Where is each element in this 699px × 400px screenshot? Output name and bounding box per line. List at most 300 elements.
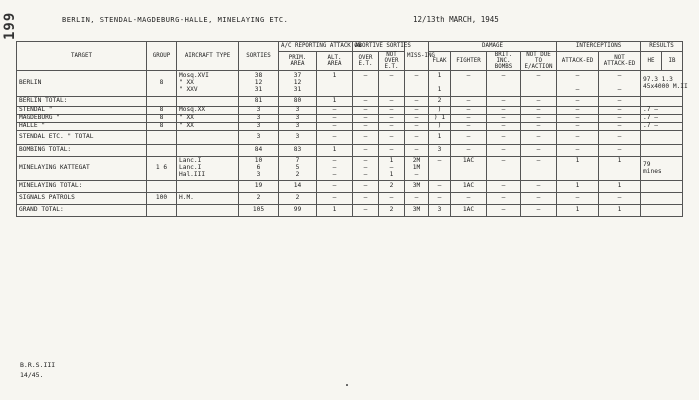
cell-notatt-line: 1 (617, 182, 622, 190)
table-row (17, 157, 683, 181)
cell-group (147, 181, 177, 193)
cell-sorties (239, 97, 279, 107)
cell-over-line: – (363, 182, 368, 190)
cell-missing-line: – (414, 133, 419, 141)
cell-notdue-line (523, 80, 554, 87)
cell-brit-line: – (501, 194, 506, 202)
cell-brit-line: – (501, 106, 506, 114)
cell-notdue-line (523, 165, 554, 172)
cell-brit-line (489, 87, 518, 94)
cell-prim-line: 7 (295, 157, 300, 165)
cell-notatt-line: 1 (617, 157, 622, 165)
cell-attacked (557, 157, 599, 181)
cell-notatt-line: – (617, 97, 622, 105)
cell-aircraft (177, 97, 239, 107)
cell-alt-line: – (332, 114, 337, 122)
cell-notdue (521, 157, 557, 181)
cell-brit-line: – (501, 114, 506, 122)
cell-target: SIGNALS PATROLS (17, 193, 147, 205)
cell-alt (317, 181, 353, 193)
cell-notover-line: – (389, 146, 394, 154)
cell-brit-line (489, 80, 518, 87)
cell-results (641, 131, 683, 145)
cell-missing-line (407, 80, 426, 87)
cell-brit-line: – (501, 133, 506, 141)
cell-notdue-line: – (536, 194, 541, 202)
cell-notatt (599, 71, 641, 97)
cell-sorties-line: 6 (256, 164, 261, 172)
cell-notatt (599, 97, 641, 107)
cell-attacked-line: 1 (575, 182, 580, 190)
cell-notatt-line: – (617, 114, 622, 122)
cell-alt-line: – (332, 106, 337, 114)
cell-flak (429, 71, 451, 97)
cell-target: BOMBING TOTAL: (17, 145, 147, 157)
cell-attacked (557, 193, 599, 205)
cell-fighter-line (453, 165, 484, 172)
cell-attacked-line: 1 (575, 157, 580, 165)
cell-flak (429, 97, 451, 107)
cell-alt-line: – (332, 194, 337, 202)
cell-over (353, 123, 379, 131)
cell-over-line: – (363, 194, 368, 202)
cell-missing (405, 97, 429, 107)
header-alt-area: ALT. AREA (317, 52, 353, 71)
cell-notatt (599, 145, 641, 157)
table-row (17, 145, 683, 157)
cell-fighter (451, 181, 487, 193)
cell-missing (405, 123, 429, 131)
cell-notdue-line (523, 87, 554, 94)
cell-notatt (599, 157, 641, 181)
cell-flak-line: – (437, 157, 442, 165)
cell-notdue (521, 71, 557, 97)
cell-flak-line: – (437, 194, 442, 202)
cell-ib: – (654, 106, 658, 114)
cell-aircraft-line: H.M. (179, 194, 194, 202)
cell-results (641, 157, 683, 181)
table-row (17, 71, 683, 97)
cell-fighter-line: – (466, 106, 471, 114)
cell-over-line: – (363, 133, 368, 141)
cell-notdue-line: – (536, 206, 541, 214)
cell-results (641, 123, 683, 131)
cell-aircraft-line: " XX (179, 114, 194, 122)
table-row (17, 181, 683, 193)
cell-sorties-line: 3 (256, 171, 261, 179)
cell-group: 8 (147, 71, 177, 97)
cell-results-line: 45x4000 M.II (643, 82, 688, 90)
cell-prim-line: 99 (293, 206, 302, 214)
header-not-attacked: NOT ATTACK-ED (599, 52, 641, 71)
cell-fighter (451, 193, 487, 205)
cell-aircraft (177, 71, 239, 97)
cell-ib: – (654, 122, 658, 130)
cell-notover-line: 2 (389, 206, 394, 214)
cell-over-line: – (363, 171, 368, 179)
header-over-et: OVER E.T. (353, 52, 379, 71)
header-group: GROUP (147, 42, 177, 71)
cell-prim-line: 14 (293, 182, 302, 190)
cell-sorties (239, 71, 279, 97)
cell-fighter (451, 157, 487, 181)
cell-sorties-line: 105 (252, 206, 265, 214)
cell-results (641, 181, 683, 193)
cell-attacked-line: – (575, 106, 580, 114)
cell-alt-line: – (332, 122, 337, 130)
cell-notatt-line: – (617, 122, 622, 130)
cell-brit-line: – (501, 122, 506, 130)
cell-alt-line: – (332, 133, 337, 141)
cell-flak-line: 3 (437, 206, 442, 214)
cell-missing-line: – (414, 114, 419, 122)
cell-over-line: – (363, 157, 368, 165)
cell-aircraft-line: Lanc.I (179, 157, 202, 165)
cell-results-line: mines (643, 167, 662, 175)
cell-notover-line: – (389, 194, 394, 202)
cell-sorties (239, 131, 279, 145)
cell-results (641, 193, 683, 205)
cell-prim (279, 193, 317, 205)
cell-sorties-line: 31 (254, 86, 263, 94)
cell-notover-line (381, 87, 402, 94)
cell-notdue-line: – (536, 106, 541, 114)
cell-alt-line: 1 (332, 72, 337, 80)
cell-brit (487, 205, 521, 217)
cell-fighter (451, 97, 487, 107)
cell-notover-line: – (389, 106, 394, 114)
cell-prim-line: 3 (295, 122, 300, 130)
cell-brit-line: – (501, 146, 506, 154)
cell-missing-line (407, 87, 426, 94)
cell-over-line: – (363, 114, 368, 122)
cell-fighter-line (453, 172, 484, 179)
cell-group (147, 145, 177, 157)
cell-over-line: – (363, 164, 368, 172)
cell-notover (379, 157, 405, 181)
cell-missing (405, 181, 429, 193)
cell-notover-line: – (389, 72, 394, 80)
cell-brit (487, 181, 521, 193)
cell-missing (405, 205, 429, 217)
table-row (17, 97, 683, 107)
cell-prim-line: 3 (295, 114, 300, 122)
cell-fighter-line: – (466, 72, 471, 80)
cell-alt-line: 1 (332, 146, 337, 154)
cell-attacked-line: – (575, 194, 580, 202)
cell-prim (279, 205, 317, 217)
cell-prim-line: 83 (293, 146, 302, 154)
cell-notover (379, 181, 405, 193)
cell-missing (405, 193, 429, 205)
cell-alt (317, 123, 353, 131)
cell-brit (487, 97, 521, 107)
cell-flak (429, 131, 451, 145)
cell-results-line (643, 107, 680, 114)
cell-flak (429, 181, 451, 193)
cell-brit-line: – (501, 97, 506, 105)
cell-aircraft-line (179, 147, 236, 154)
cell-aircraft-line: Lanc.I (179, 164, 202, 172)
header-prim-area: PRIM. AREA (279, 52, 317, 71)
cell-missing-line: – (414, 72, 419, 80)
table-row (17, 205, 683, 217)
table-row (17, 107, 683, 115)
cell-notdue-line: – (536, 146, 541, 154)
cell-fighter (451, 123, 487, 131)
cell-notover-line: 1 (389, 171, 394, 179)
cell-attacked (557, 205, 599, 217)
cell-notatt (599, 193, 641, 205)
cell-aircraft (177, 145, 239, 157)
cell-over (353, 71, 379, 97)
cell-sorties (239, 181, 279, 193)
cell-fighter (451, 131, 487, 145)
cell-missing-line: – (414, 194, 419, 202)
cell-notdue-line: – (536, 114, 541, 122)
cell-aircraft-line: " XXV (179, 86, 198, 94)
cell-notatt-line: – (617, 194, 622, 202)
cell-missing-line: – (414, 122, 419, 130)
cell-aircraft-line: Mosq.XX (179, 106, 206, 114)
cell-ib: 1.3 (661, 76, 673, 84)
cell-attacked (557, 145, 599, 157)
cell-ib: – (654, 114, 658, 122)
cell-missing-line: – (414, 106, 419, 114)
cell-group: 1 6 (147, 157, 177, 181)
cell-aircraft-line (179, 207, 236, 214)
cell-sorties (239, 157, 279, 181)
cell-missing-line: 1M (412, 164, 421, 172)
cell-fighter-line: 1AC (462, 206, 475, 214)
cell-notatt-line: – (617, 106, 622, 114)
cell-sorties-line: 12 (254, 79, 263, 87)
cell-notdue-line: – (536, 133, 541, 141)
cell-group (147, 205, 177, 217)
cell-notover (379, 205, 405, 217)
header-target: TARGET (17, 42, 147, 71)
cell-fighter-line: – (466, 133, 471, 141)
cell-sorties-line: 3 (256, 133, 261, 141)
cell-attacked-line: 1 (575, 206, 580, 214)
cell-notover-line: – (389, 133, 394, 141)
cell-attacked-line: – (575, 72, 580, 80)
cell-attacked-line: – (575, 86, 580, 94)
cell-prim (279, 71, 317, 97)
cell-attacked-line (559, 172, 596, 179)
cell-prim-line: 2 (295, 194, 300, 202)
cell-sorties-line: 3 (256, 122, 261, 130)
header-aircraft: AIRCRAFT TYPE (177, 42, 239, 71)
cell-brit-line: – (501, 182, 506, 190)
cell-prim-line: 3 (295, 133, 300, 141)
cell-target: STENDAL " (17, 107, 147, 115)
cell-alt-line (319, 80, 350, 87)
cell-sorties (239, 193, 279, 205)
cell-over (353, 205, 379, 217)
cell-flak (429, 145, 451, 157)
cell-over-line (355, 80, 376, 87)
cell-attacked (557, 123, 599, 131)
cell-attacked (557, 97, 599, 107)
cell-flak-line: ) 1 (433, 114, 446, 122)
cell-he: .7 (643, 122, 651, 130)
cell-notover (379, 145, 405, 157)
cell-notatt (599, 131, 641, 145)
cell-alt (317, 145, 353, 157)
cell-flak-line: 2 (437, 97, 442, 105)
cell-he: 79 (643, 161, 651, 169)
cell-notatt-line (601, 172, 638, 179)
cell-group: 8 (147, 107, 177, 115)
cell-prim-line: 2 (295, 171, 300, 179)
cell-brit (487, 123, 521, 131)
cell-target: MINELAYING KATTEGAT (17, 157, 147, 181)
cell-missing-line: 3M (412, 206, 421, 214)
cell-notdue-line: – (536, 182, 541, 190)
cell-aircraft-line: Hal.III (179, 171, 206, 179)
cell-aircraft (177, 205, 239, 217)
cell-notdue-line: – (536, 122, 541, 130)
header-ib: IB (662, 52, 683, 71)
cell-results (641, 97, 683, 107)
cell-notover-line: – (389, 122, 394, 130)
cell-he: .7 (643, 106, 651, 114)
header-not-due: NOT DUE TO E/ACTION (521, 52, 557, 71)
cell-notdue (521, 145, 557, 157)
header-flak: FLAK (429, 52, 451, 71)
cell-notdue (521, 181, 557, 193)
cell-missing (405, 145, 429, 157)
table-row (17, 193, 683, 205)
cell-notover (379, 193, 405, 205)
header-interceptions: INTERCEPTIONS (557, 42, 641, 52)
cell-fighter (451, 205, 487, 217)
cell-notdue (521, 205, 557, 217)
cell-brit (487, 71, 521, 97)
cell-notover (379, 131, 405, 145)
cell-flak (429, 193, 451, 205)
cell-fighter-line: 1AC (462, 157, 475, 165)
cell-aircraft-line: Mosq.XVI (179, 72, 209, 80)
operations-table (16, 41, 688, 217)
cell-fighter-line (453, 80, 484, 87)
cell-target: BERLIN (17, 71, 147, 97)
cell-prim-line: 80 (293, 97, 302, 105)
header-damage: DAMAGE (429, 42, 557, 52)
cell-sorties-line: 3 (256, 114, 261, 122)
header-missing: MISS-ING (405, 42, 429, 71)
cell-prim (279, 123, 317, 131)
cell-attacked-line: – (575, 146, 580, 154)
cell-notdue (521, 97, 557, 107)
cell-aircraft (177, 131, 239, 145)
cell-alt-line: 1 (332, 206, 337, 214)
cell-fighter-line: – (466, 114, 471, 122)
cell-notatt (599, 181, 641, 193)
cell-aircraft-line (179, 134, 236, 141)
cell-missing-line: – (414, 146, 419, 154)
header-fighter: FIGHTER (451, 52, 487, 71)
cell-notover-line (381, 80, 402, 87)
header-attacked: ATTACK-ED (557, 52, 599, 71)
cell-flak-line: 1 (437, 133, 442, 141)
header-he: HE (641, 52, 662, 71)
cell-aircraft (177, 123, 239, 131)
cell-results-line (643, 115, 680, 122)
cell-attacked (557, 131, 599, 145)
cell-over-line: – (363, 97, 368, 105)
cell-aircraft (177, 157, 239, 181)
cell-flak (429, 123, 451, 131)
cell-sorties-line: 19 (254, 182, 263, 190)
cell-group: 8 (147, 115, 177, 123)
cell-sorties-line: 81 (254, 97, 263, 105)
cell-notdue-line: – (536, 157, 541, 165)
cell-brit (487, 131, 521, 145)
cell-aircraft (177, 181, 239, 193)
cell-alt-line: – (332, 182, 337, 190)
document-heading: BERLIN, STENDAL-MAGDEBURG-HALLE, MINELAYING ETC. (62, 16, 289, 24)
header-abortive: ABORTIVE SORTIES (353, 42, 405, 52)
cell-notatt-line: 1 (617, 206, 622, 214)
cell-prim-line: 31 (293, 86, 302, 94)
cell-over-line: – (363, 106, 368, 114)
cell-prim (279, 97, 317, 107)
cell-sorties-line: 3 (256, 106, 261, 114)
cell-notdue (521, 131, 557, 145)
cell-target: STENDAL ETC. " TOTAL (17, 131, 147, 145)
cell-prim-line: 5 (295, 164, 300, 172)
table-row (17, 115, 683, 123)
cell-missing (405, 71, 429, 97)
cell-results (641, 145, 683, 157)
cell-sorties (239, 145, 279, 157)
cell-over (353, 157, 379, 181)
cell-notover-line: – (389, 114, 394, 122)
cell-notover-line: 1 (389, 157, 394, 165)
header-results: RESULTS (641, 42, 683, 52)
cell-notover-line: – (389, 164, 394, 172)
cell-alt-line: – (332, 171, 337, 179)
cell-attacked (557, 181, 599, 193)
footer-ref: B.R.S.III (20, 361, 56, 369)
document-date: 12/13th MARCH, 1945 (413, 15, 499, 24)
cell-over-line (355, 87, 376, 94)
cell-aircraft-line: " XX (179, 122, 194, 130)
cell-group (147, 131, 177, 145)
cell-notdue (521, 193, 557, 205)
cell-flak-line: 1 (437, 72, 442, 80)
cell-missing-line: – (414, 97, 419, 105)
footer (20, 360, 55, 380)
cell-fighter-line: – (466, 97, 471, 105)
header-sorties: SORTIES (239, 42, 279, 71)
cell-notdue (521, 123, 557, 131)
cell-he: 97.3 (643, 76, 658, 84)
cell-target: BERLIN TOTAL: (17, 97, 147, 107)
cell-fighter-line: – (466, 122, 471, 130)
cell-target: MAGDEBURG " (17, 115, 147, 123)
cell-alt (317, 193, 353, 205)
cell-brit (487, 145, 521, 157)
cell-target: HALLE " (17, 123, 147, 131)
cell-group: 100 (147, 193, 177, 205)
cell-sorties-line: 38 (254, 72, 263, 80)
cell-brit-line (489, 165, 518, 172)
cell-notatt-line: – (617, 133, 622, 141)
cell-over-line: – (363, 72, 368, 80)
